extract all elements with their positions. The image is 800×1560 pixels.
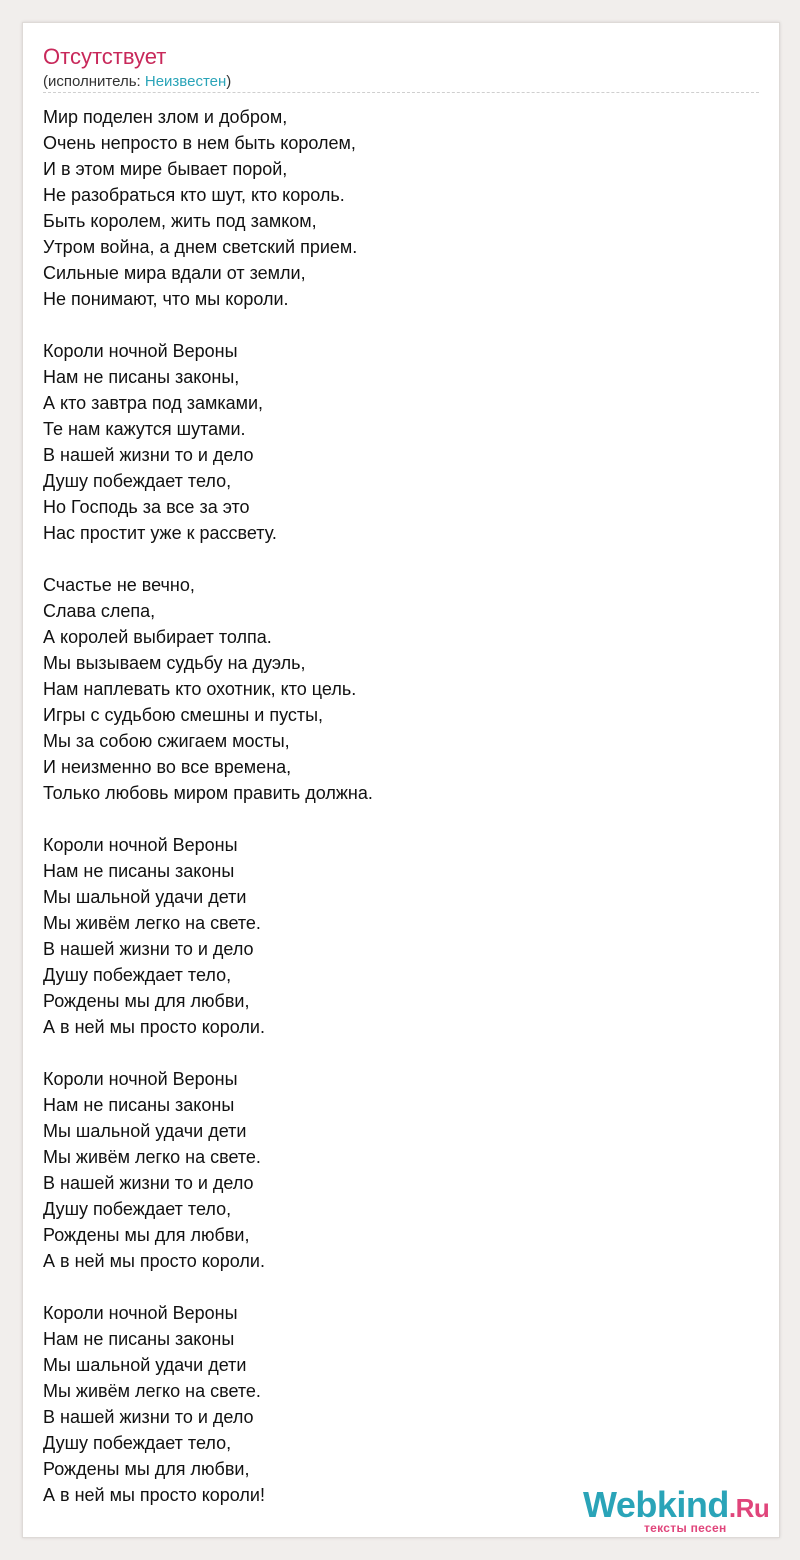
stanza-gap [43,546,743,572]
lyric-line: Рождены мы для любви, [43,1459,250,1479]
lyric-line: Счастье не вечно, [43,575,195,595]
lyric-line: Быть королем, жить под замком, [43,211,317,231]
lyric-line: Сильные мира вдали от земли, [43,263,306,283]
site-logo[interactable] [583,1485,773,1533]
lyric-line: Не понимают, что мы короли. [43,289,289,309]
lyric-line: В нашей жизни то и дело [43,445,254,465]
lyric-line: Короли ночной Вероны [43,1069,238,1089]
lyric-line: Нам наплевать кто охотник, кто цель. [43,679,357,699]
lyric-line: Нам не писаны законы [43,861,235,881]
lyric-line: Мы шальной удачи дети [43,1121,247,1141]
lyric-line: Утром война, а днем светский прием. [43,237,358,257]
lyric-line: Короли ночной Вероны [43,341,238,361]
lyric-line: Душу побеждает тело, [43,471,232,491]
lyric-line: Нам не писаны законы [43,1095,235,1115]
lyric-line: И неизменно во все времена, [43,757,292,777]
lyrics-body [43,104,743,1508]
lyric-line: А в ней мы просто короли! [43,1485,265,1505]
lyric-line: А королей выбирает толпа. [43,627,272,647]
stanza-gap [43,1040,743,1066]
lyric-line: Не разобраться кто шут, кто король. [43,185,345,205]
logo-wordmark: Webkind.Ru [583,1484,770,1525]
stanza-gap [43,1274,743,1300]
lyric-line: Душу побеждает тело, [43,965,232,985]
lyric-line: А кто завтра под замками, [43,393,264,413]
lyric-line: В нашей жизни то и дело [43,1173,254,1193]
lyric-line: Короли ночной Вероны [43,1303,238,1323]
lyric-line: Душу побеждает тело, [43,1433,232,1453]
song-title: Отсутствует [43,44,167,69]
lyric-line: И в этом мире бывает порой, [43,159,288,179]
logo-tagline: тексты песен [644,1521,727,1535]
lyric-line: Нам не писаны законы [43,1329,235,1349]
lyric-line: Рождены мы для любви, [43,991,250,1011]
lyric-line: Мы живём легко на свете. [43,1381,261,1401]
lyrics-card [22,22,780,1538]
lyric-line: Те нам кажутся шутами. [43,419,246,439]
lyric-line: Только любовь миром править должна. [43,783,373,803]
lyric-line: Мы за собою сжигаем мосты, [43,731,290,751]
lyric-line: Мы вызываем судьбу на дуэль, [43,653,306,673]
lyric-line: Мы живём легко на свете. [43,1147,261,1167]
lyric-line: Слава слепа, [43,601,156,621]
lyric-line: Мы живём легко на свете. [43,913,261,933]
lyric-line: Нас простит уже к рассвету. [43,523,277,543]
lyric-line: Мы шальной удачи дети [43,1355,247,1375]
lyric-line: В нашей жизни то и дело [43,939,254,959]
lyric-line: А в ней мы просто короли. [43,1251,265,1271]
artist-suffix: ) [226,73,232,90]
artist-line [43,73,231,91]
artist-link[interactable]: Неизвестен [144,73,227,90]
lyric-line: Рождены мы для любви, [43,1225,250,1245]
stanza-gap [43,806,743,832]
artist-prefix: (исполнитель: [43,73,145,90]
lyric-line: А в ней мы просто короли. [43,1017,265,1037]
lyric-line: Мир поделен злом и добром, [43,107,288,127]
lyric-line: Очень непросто в нем быть королем, [43,133,356,153]
lyric-line: Но Господь за все за это [43,497,250,517]
lyric-line: Игры с судьбою смешны и пусты, [43,705,324,725]
lyric-line: Душу побеждает тело, [43,1199,232,1219]
stanza-gap [43,312,743,338]
lyric-line: В нашей жизни то и дело [43,1407,254,1427]
lyric-line: Нам не писаны законы, [43,367,240,387]
lyric-line: Короли ночной Вероны [43,835,238,855]
header-divider [43,92,759,93]
lyric-line: Мы шальной удачи дети [43,887,247,907]
